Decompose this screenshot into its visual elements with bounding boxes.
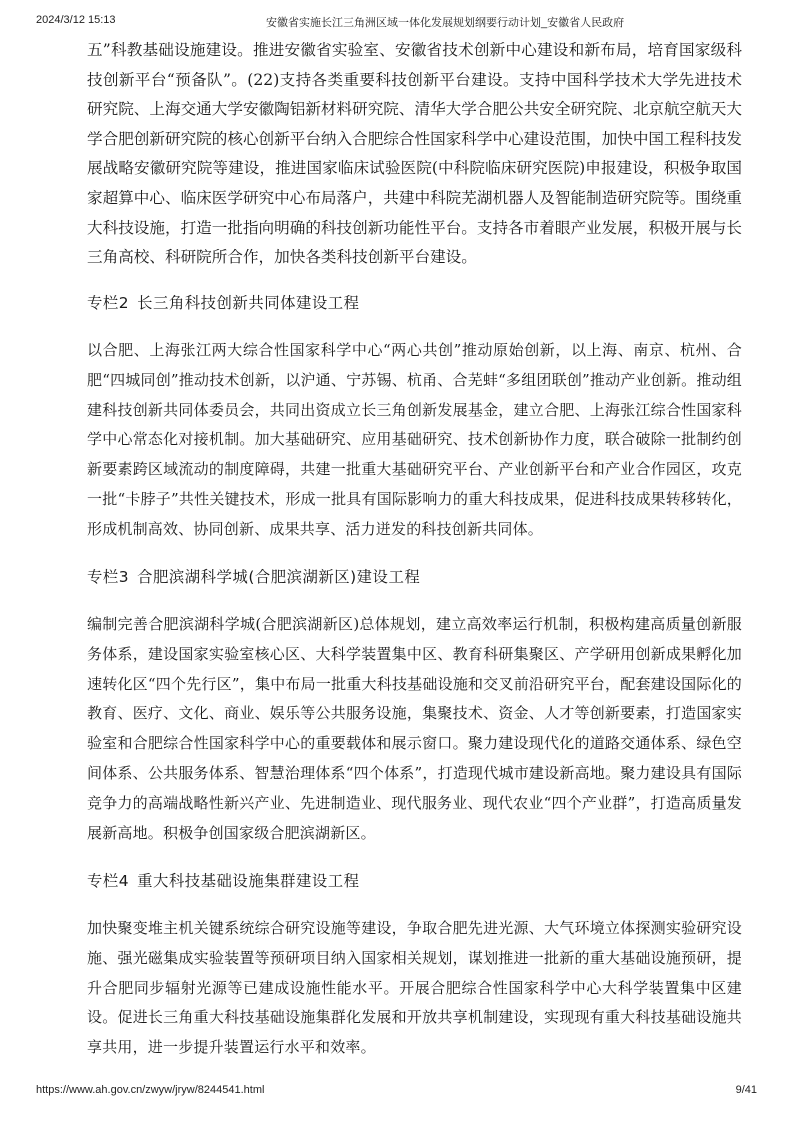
page-url: https://www.ah.gov.cn/zwyw/jryw/8244541.html <box>36 1084 265 1096</box>
box-3-title <box>87 566 742 588</box>
intro-paragraph: 五”科教基础设施建设。推进安徽省实验室、安徽省技术创新中心建设和新布局，培育国家级科技创新平台“预备队”。(22)支持各类重要科技创新平台建设。支持中国科学技术大学先进技术研究院、上海交通大学安徽陶铝新材料研究院、清华大学合肥公共安全研究院、北京航空航天大学合肥创新研究院的核心创新平台纳入合肥综合性国家科学中心建设范围，加快中国工程科技发展战略安徽研究院等建设，推进国家临床试验医院(中科院临床研究医院)申报建设，积极争取国家超算中心、临床医学研究中心布局落户，共建中科院芜湖机器人及智能制造研究院等。围绕重大科技设施，打造一批指向明确的科技创新功能性平台。支持各市着眼产业发展，积极开展与长三角高校、科研院所合作，加快各类科技创新平台建设。 <box>87 41 742 267</box>
box-2-text: 以合肥、上海张江两大综合性国家科学中心“两心共创”推动原始创新，以上海、南京、杭州、合肥“四城同创”推动技术创新，以沪通、宁苏锡、杭甬、合芜蚌“多组团联创”推动产业创新。推动组建科技创新共同体委员会，共同出资成立长三角创新发展基金，建立合肥、上海张江综合性国家科学中心常态化对接机制。加大基础研究、应用基础研究、技术创新协作力度，联合破除一批制约创新要素跨区域流动的制度障碍，共建一批重大基础研究平台、产业创新平台和产业合作园区，攻克一批“卡脖子”共性关键技术，形成一批具有国际影响力的重大科技成果，促进科技成果转移转化，形成机制高效、协同创新、成果共享、活力迸发的科技创新共同体。 <box>87 341 742 538</box>
print-footer <box>36 1084 757 1100</box>
box-4-title <box>87 870 742 892</box>
box-4-text: 加快聚变堆主机关键系统综合研究设施等建设，争取合肥先进光源、大气环境立体探测实验研究设施、强光磁集成实验装置等预研项目纳入国家相关规划，谋划推进一批新的重大基础设施预研，提升合肥同步辐射光源等已建成设施性能水平。开展合肥综合性国家科学中心大科学装置集中区建设。促进长三角重大科技基础设施集群化发展和开放共享机制建设，实现现有重大科技基础设施共享共用，进一步提升装置运行水平和效率。 <box>87 919 742 1057</box>
box-4-heading: 重大科技基础设施集群建设工程 <box>137 872 360 890</box>
box-2-number: 专栏2 <box>87 294 130 312</box>
box-2-title <box>87 292 742 314</box>
box-3-heading: 合肥滨湖科学城(合肥滨湖新区)建设工程 <box>137 568 421 586</box>
document-body <box>87 36 742 1064</box>
print-header <box>36 14 757 30</box>
box-3-number: 专栏3 <box>87 568 130 586</box>
box-2-heading: 长三角科技创新共同体建设工程 <box>137 294 360 312</box>
print-date: 2024/3/12 15:13 <box>36 14 116 26</box>
page-number: 9/41 <box>735 1084 757 1096</box>
box-3-text: 编制完善合肥滨湖科学城(合肥滨湖新区)总体规划，建立高效率运行机制，积极构建高质量创新服务体系，建设国家实验室核心区、大科学装置集中区、教育科研集聚区、产学研用创新成果孵化加速转化区“四个先行区”，集中布局一批重大科技基础设施和交叉前沿研究平台，配套建设国际化的教育、医疗、文化、商业、娱乐等公共服务设施，集聚技术、资金、人才等创新要素，打造国家实验室和合肥综合性国家科学中心的重要载体和展示窗口。聚力建设现代化的道路交通体系、绿色空间体系、公共服务体系、智慧治理体系“四个体系”，打造现代城市建设新高地。聚力建设具有国际竞争力的高端战略性新兴产业、先进制造业、现代服务业、现代农业“四个产业群”，打造高质量发展新高地。积极争创国家级合肥滨湖新区。 <box>87 615 742 842</box>
page-title: 安徽省实施长江三角洲区域一体化发展规划纲要行动计划_安徽省人民政府 <box>266 17 625 29</box>
box-4-number: 专栏4 <box>87 872 130 890</box>
